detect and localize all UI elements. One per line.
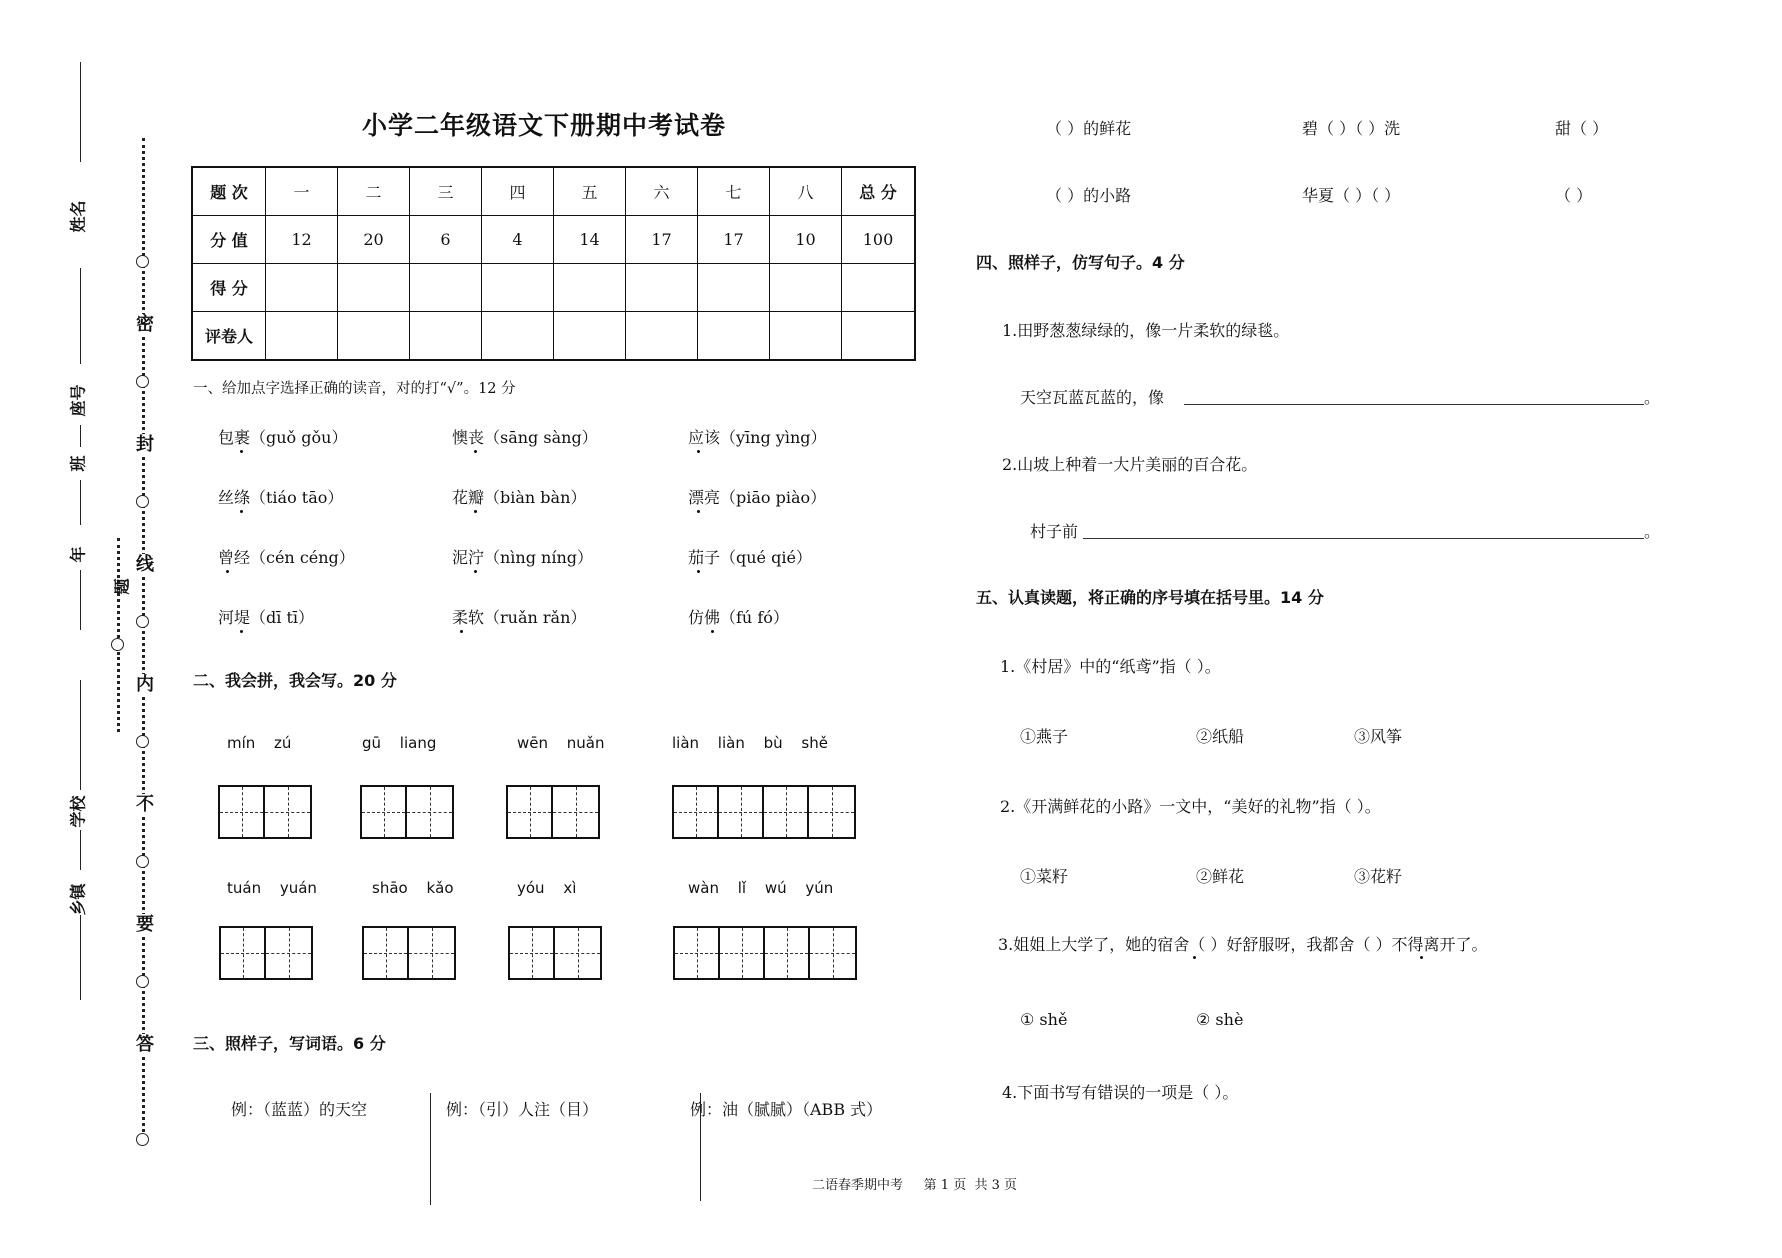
option-item[interactable]: ①菜籽 — [1020, 867, 1069, 886]
writing-grid[interactable] — [506, 785, 600, 839]
seal-char: 密 — [136, 314, 154, 335]
row-label: 评卷人 — [192, 312, 266, 361]
example-sentence: 2.山坡上种着一大片美丽的百合花。 — [1002, 455, 1258, 474]
pinyin-choice-item[interactable]: 仿佛（fú fó） — [688, 608, 789, 627]
section5-heading: 五、认真读题，将正确的序号填在括号里。14 分 — [976, 588, 1324, 607]
margin-circle — [111, 638, 124, 651]
section4-heading: 四、照样子，仿写句子。4 分 — [976, 253, 1185, 272]
table-row — [192, 216, 915, 264]
pinyin-prompt: tuán yuán — [227, 879, 317, 897]
row-label: 分 值 — [192, 216, 266, 264]
table-header-cell: 三 — [410, 167, 482, 216]
pinyin-choice-item[interactable]: 花瓣（biàn bàn） — [452, 488, 587, 507]
table-row — [192, 264, 915, 312]
seal-char: 封 — [136, 434, 154, 455]
table-cell: 4 — [482, 216, 554, 264]
grader-input-cell[interactable] — [266, 312, 338, 361]
section2-heading: 二、我会拼，我会写。20 分 — [193, 671, 397, 690]
pinyin-prompt: mín zú — [227, 734, 292, 752]
answer-line[interactable] — [1184, 404, 1644, 405]
score-input-cell[interactable] — [338, 264, 410, 312]
option-item[interactable]: ①燕子 — [1020, 727, 1069, 746]
grader-input-cell[interactable] — [410, 312, 482, 361]
margin-circle — [136, 495, 149, 508]
table-cell: 20 — [338, 216, 410, 264]
pinyin-prompt: gū liang — [362, 734, 437, 752]
grader-input-cell[interactable] — [842, 312, 916, 361]
pinyin-choice-item[interactable]: 曾经（cén céng） — [218, 548, 355, 567]
emphasis-dot — [697, 510, 700, 513]
margin-circle — [136, 615, 149, 628]
emphasis-dot — [240, 630, 243, 633]
pinyin-choice-item[interactable]: 漂亮（piāo piào） — [688, 488, 827, 507]
example-text: 例：（引）人注（目） — [446, 1100, 599, 1119]
emphasis-dot — [1193, 956, 1196, 959]
table-cell: 6 — [410, 216, 482, 264]
margin-circle — [136, 1133, 149, 1146]
table-cell: 12 — [266, 216, 338, 264]
grader-input-cell[interactable] — [482, 312, 554, 361]
seal-char: 要 — [136, 914, 154, 935]
grader-input-cell[interactable] — [554, 312, 626, 361]
option-item[interactable]: ②纸船 — [1196, 727, 1245, 746]
grader-input-cell[interactable] — [770, 312, 842, 361]
seal-char: 内 — [136, 674, 154, 695]
writing-grid[interactable] — [672, 785, 856, 839]
emphasis-dot — [226, 570, 229, 573]
option-item[interactable]: ② shè — [1196, 1010, 1244, 1029]
score-input-cell[interactable] — [410, 264, 482, 312]
table-row — [192, 167, 915, 216]
writing-grid[interactable] — [360, 785, 454, 839]
question-text: 4.下面书写有错误的一项是（ ）。 — [1002, 1083, 1239, 1102]
emphasis-dot — [474, 510, 477, 513]
inner-label: 题 — [112, 578, 132, 595]
score-input-cell[interactable] — [482, 264, 554, 312]
table-row — [192, 312, 915, 361]
row-label: 得 分 — [192, 264, 266, 312]
margin-circle — [136, 255, 149, 268]
score-input-cell[interactable] — [554, 264, 626, 312]
emphasis-dot — [1420, 956, 1423, 959]
emphasis-dot — [240, 450, 243, 453]
table-header-cell: 二 — [338, 167, 410, 216]
example-sentence: 1.田野葱葱绿绿的，像一片柔软的绿毯。 — [1002, 321, 1290, 340]
margin-circle — [136, 375, 149, 388]
writing-grid[interactable] — [673, 926, 857, 980]
margin-line — [80, 915, 81, 1000]
name-label: 姓名 — [68, 200, 88, 233]
word-blank[interactable]: 甜（ ） — [1555, 119, 1609, 138]
writing-grid[interactable] — [362, 926, 456, 980]
table-header-cell: 总 分 — [842, 167, 916, 216]
table-header-cell: 七 — [698, 167, 770, 216]
section3-heading: 三、照样子，写词语。6 分 — [193, 1034, 386, 1053]
table-cell: 17 — [698, 216, 770, 264]
margin-line — [80, 570, 81, 630]
option-item[interactable]: ③风筝 — [1354, 727, 1403, 746]
town-label: 乡镇 — [68, 883, 88, 916]
pinyin-prompt: wēn nuǎn — [517, 734, 605, 752]
option-item[interactable]: ① shě — [1020, 1010, 1068, 1029]
pinyin-choice-item[interactable]: 懊丧（sāng sàng） — [452, 428, 598, 447]
emphasis-dot — [711, 630, 714, 633]
question-text: 1.《村居》中的“纸鸢”指（ ）。 — [1000, 657, 1221, 676]
pinyin-prompt: yóu xì — [517, 879, 577, 897]
pinyin-choice-item[interactable]: 应该（yīng yìng） — [688, 428, 827, 447]
grader-input-cell[interactable] — [626, 312, 698, 361]
writing-grid[interactable] — [218, 785, 312, 839]
answer-line[interactable] — [1083, 538, 1644, 539]
example-text: 例：（蓝蓝）的天空 — [231, 1100, 368, 1119]
option-item[interactable]: ②鲜花 — [1196, 867, 1245, 886]
pinyin-choice-item[interactable]: 河堤（dī tī） — [218, 608, 314, 627]
table-cell: 10 — [770, 216, 842, 264]
margin-line — [80, 62, 81, 162]
pinyin-prompt: shāo kǎo — [372, 879, 454, 897]
score-input-cell[interactable] — [626, 264, 698, 312]
pinyin-choice-item[interactable]: 柔软（ruǎn rǎn） — [452, 608, 587, 627]
table-header-cell: 一 — [266, 167, 338, 216]
margin-circle — [136, 735, 149, 748]
margin-line — [80, 830, 81, 870]
class-label: 班 — [68, 455, 88, 472]
emphasis-dot — [697, 570, 700, 573]
seal-dotted-line — [142, 138, 145, 1138]
margin-line — [80, 480, 81, 525]
grade-label: 年 — [68, 546, 88, 563]
score-input-cell[interactable] — [698, 264, 770, 312]
table-header-cell: 四 — [482, 167, 554, 216]
fill-end: 。 — [1644, 388, 1661, 407]
grader-input-cell[interactable] — [338, 312, 410, 361]
score-input-cell[interactable] — [770, 264, 842, 312]
margin-circle — [136, 855, 149, 868]
margin-line — [80, 680, 81, 790]
table-header-cell: 题 次 — [192, 167, 266, 216]
seat-label: 座号 — [68, 384, 88, 417]
seal-char: 答 — [136, 1034, 154, 1055]
section1-heading: 一、给加点字选择正确的读音，对的打“√”。12 分 — [193, 381, 516, 397]
pinyin-choice-item[interactable]: 包裹（guǒ gǒu） — [218, 428, 348, 447]
page-footer: 二语春季期中考 第 1 页 共 3 页 — [812, 1178, 1017, 1193]
inner-dotted-line — [117, 652, 120, 732]
score-input-cell[interactable] — [266, 264, 338, 312]
table-cell: 14 — [554, 216, 626, 264]
score-table — [191, 166, 916, 361]
word-blank[interactable]: （ ）的小路 — [1046, 186, 1132, 205]
school-label: 学校 — [68, 795, 88, 828]
pinyin-prompt: liàn liàn bù shě — [672, 734, 828, 752]
option-item[interactable]: ③花籽 — [1354, 867, 1403, 886]
table-header-cell: 八 — [770, 167, 842, 216]
emphasis-dot — [460, 630, 463, 633]
margin-line — [80, 268, 81, 364]
emphasis-dot — [240, 510, 243, 513]
margin-line — [80, 425, 81, 447]
word-blank[interactable]: （ ） — [1555, 186, 1593, 205]
table-header-cell: 五 — [554, 167, 626, 216]
word-blank[interactable]: 碧（ ）（ ）洗 — [1302, 119, 1401, 138]
seal-char: 线 — [136, 554, 154, 575]
fill-prompt: 天空瓦蓝瓦蓝的，像 — [1020, 388, 1165, 407]
grader-input-cell[interactable] — [698, 312, 770, 361]
writing-grid[interactable] — [508, 926, 602, 980]
fill-prompt: 村子前 — [1030, 522, 1079, 541]
table-cell: 17 — [626, 216, 698, 264]
table-cell: 100 — [842, 216, 916, 264]
word-blank[interactable]: 华夏（ ）（ ） — [1302, 186, 1401, 205]
word-blank[interactable]: （ ）的鲜花 — [1046, 119, 1132, 138]
score-input-cell[interactable] — [842, 264, 916, 312]
pinyin-choice-item[interactable]: 丝绦（tiáo tāo） — [218, 488, 344, 507]
fill-end: 。 — [1644, 522, 1661, 541]
pinyin-choice-item[interactable]: 泥泞（nìng níng） — [452, 548, 594, 567]
pinyin-prompt: wàn lǐ wú yún — [688, 879, 834, 897]
margin-circle — [136, 975, 149, 988]
example-text: 例：油（腻腻）（ABB 式） — [690, 1100, 883, 1119]
question-text: 2.《开满鲜花的小路》一文中，“美好的礼物”指（ ）。 — [1000, 797, 1381, 816]
seal-char: 不 — [136, 794, 154, 815]
question-text: 3.姐姐上大学了，她的宿舍（ ）好舒服呀，我都舍（ ）不得离开了。 — [998, 935, 1488, 954]
pinyin-choice-item[interactable]: 茄子（qué qié） — [688, 548, 812, 567]
page-title: 小学二年级语文下册期中考试卷 — [362, 111, 727, 140]
writing-grid[interactable] — [219, 926, 313, 980]
emphasis-dot — [474, 570, 477, 573]
table-header-cell: 六 — [626, 167, 698, 216]
emphasis-dot — [697, 450, 700, 453]
emphasis-dot — [474, 450, 477, 453]
column-divider — [430, 1093, 431, 1205]
